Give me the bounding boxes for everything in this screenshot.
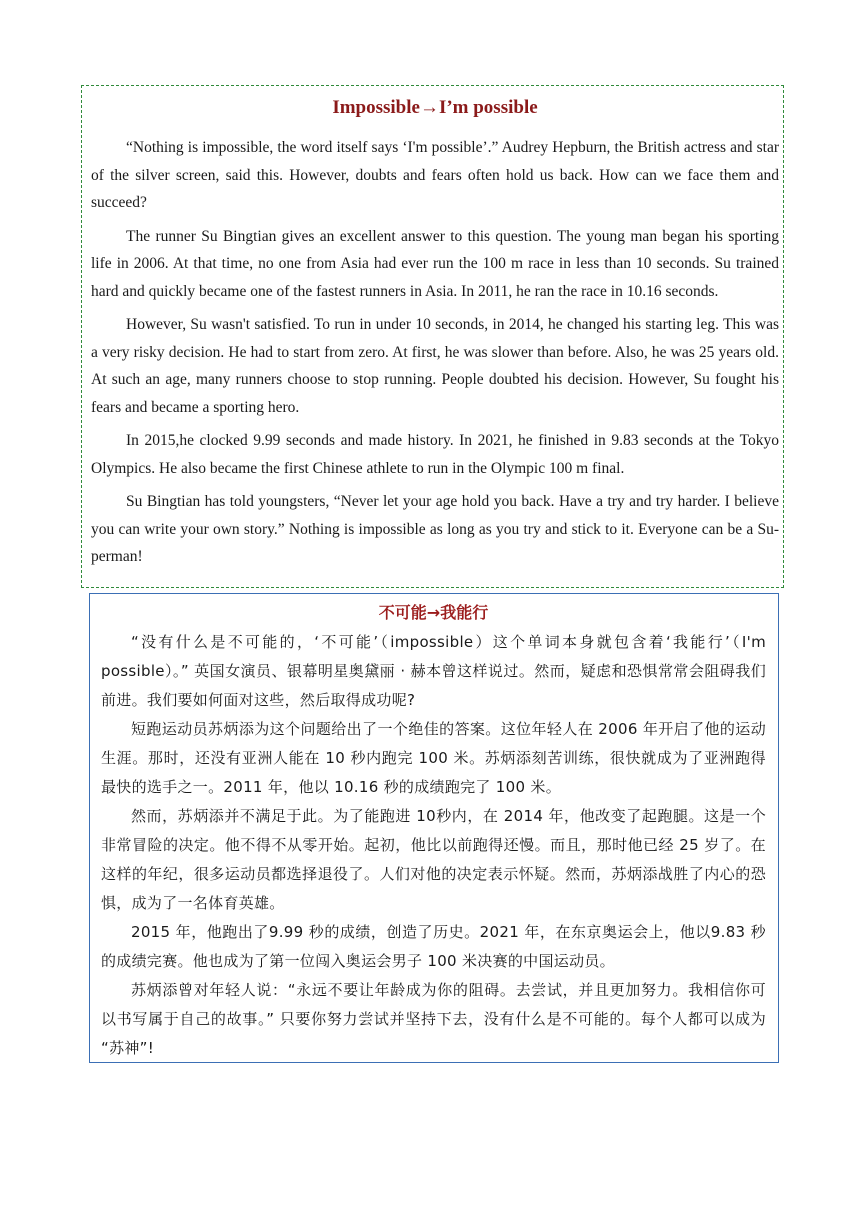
english-paragraph: Su Bingtian has told youngsters, “Never let your age hold you back. Have a try and try harder. I believe you can write your own story.” Nothing is impossible as long as you try and stick to it. Everyone can be a Su-perman! [91, 493, 779, 565]
english-paragraph: “Nothing is impossible, the word itself says ‘I'm possible’.” Audrey Hepburn, the British actress and star of the silver screen, said this. However, doubts and fears often hold us back. How can we face them and succeed? [91, 139, 779, 211]
english-title: Impossible→I’m possible [332, 97, 538, 118]
chinese-title: 不可能→我能行 [378, 603, 489, 622]
chinese-paragraph: 短跑运动员苏炳添为这个问题给出了一个绝佳的答案。这位年轻人在 2006 年开启了他的运动生涯。那时，还没有亚洲人能在 10 秒内跑完 100 米。苏炳添刻苦训练，很快就成为了亚洲跑得最快的选手之一。2011 年，他以 10.16 秒的成绩跑完了 100 米。 [101, 720, 766, 796]
chinese-paragraph: 苏炳添曾对年轻人说：“永远不要让年龄成为你的阻碍。去尝试，并且更加努力。我相信你可以书写属于自己的故事。” 只要你努力尝试并坚持下去，没有什么是不可能的。每个人都可以成为 “苏神”! [101, 981, 766, 1057]
english-paragraph: In 2015,he clocked 9.99 seconds and made history. In 2021, he finished in 9.83 seconds at the Tokyo Olympics. He also became the first Chinese athlete to run in the Olympic 100 m final. [91, 432, 779, 477]
english-paragraph: However, Su wasn't satisfied. To run in under 10 seconds, in 2014, he changed his starting leg. This was a very risky decision. He had to start from zero. At first, he was slower than before. Also, he was 25 years old. At such an age, many runners choose to stop running. People doubted his decision. However, Su fought his fears and became a sporting hero. [91, 316, 779, 416]
english-text-box [81, 85, 784, 588]
chinese-paragraph: “没有什么是不可能的，‘不可能’（impossible）这个单词本身就包含着‘我能行’（I'm possible）。” 英国女演员、银幕明星奥黛丽 · 赫本曾这样说过。然而，疑虑和恐惧常常会阻碍我们前进。我们要如何面对这些，然后取得成功呢? [101, 633, 766, 709]
chinese-paragraph: 2015 年，他跑出了9.99 秒的成绩，创造了历史。2021 年，在东京奥运会上，他以9.83 秒的成绩完赛。他也成为了第一位闯入奥运会男子 100 米决赛的中国运动员。 [101, 923, 766, 970]
chinese-paragraph: 然而，苏炳添并不满足于此。为了能跑进 10秒内，在 2014 年，他改变了起跑腿。这是一个非常冒险的决定。他不得不从零开始。起初，他比以前跑得还慢。而且，那时他已经 25 岁了。在这样的年纪，很多运动员都选择退役了。人们对他的决定表示怀疑。然而，苏炳添战胜了内心的恐惧，成为了一名体育英雄。 [101, 807, 766, 912]
english-paragraph: The runner Su Bingtian gives an excellent answer to this question. The young man began his sporting life in 2006. At that time, no one from Asia had ever run the 100 m race in less than 10 seconds. Su trained hard and quickly became one of the fastest runners in Asia. In 2011, he ran the race in 10.16 seconds. [91, 227, 779, 300]
chinese-translation-box [89, 593, 779, 1063]
